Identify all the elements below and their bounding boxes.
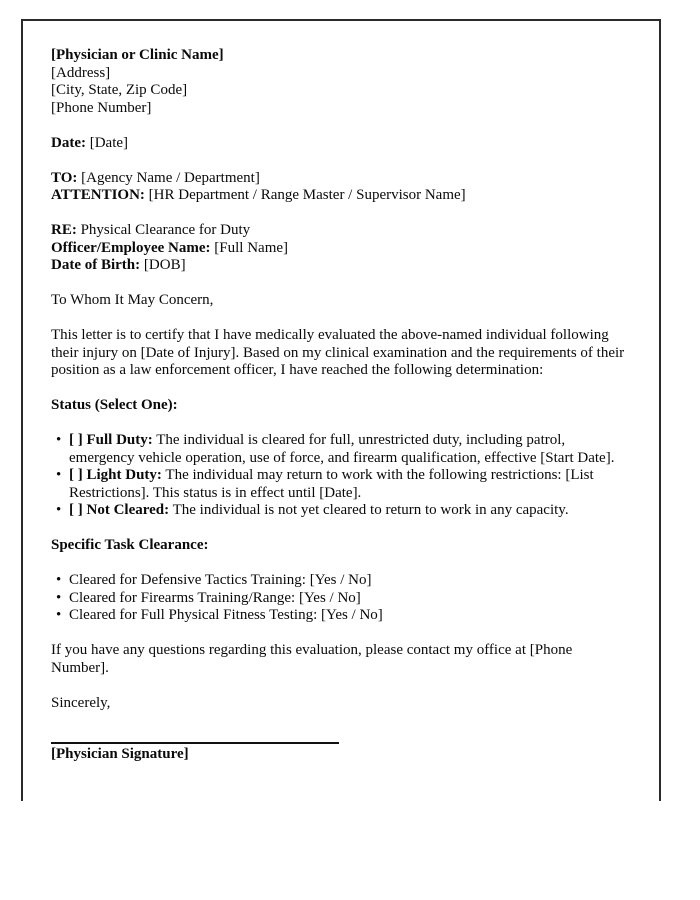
to-label: TO: — [51, 169, 78, 186]
status-option-label: [ ] Not Cleared: — [69, 502, 170, 518]
letterhead-city-state-zip: [City, State, Zip Code] — [51, 82, 188, 98]
clinic-name: [Physician or Clinic Name] — [51, 47, 224, 63]
status-options-list — [51, 432, 632, 520]
task-item-firearms-range: • Cleared for Firearms Training/Range: [Yes / No] — [51, 590, 632, 608]
attention-line — [51, 187, 632, 205]
status-option-label: [ ] Light Duty: — [69, 467, 162, 483]
task-item-fitness-testing: • Cleared for Full Physical Fitness Testing: [Yes / No] — [51, 607, 632, 625]
status-option-not-cleared — [51, 502, 632, 520]
re-value: Physical Clearance for Duty — [80, 222, 251, 238]
status-option-full-duty — [51, 432, 632, 467]
date-value: [Date] — [89, 134, 129, 151]
sign-off: Sincerely, — [51, 694, 111, 711]
letterhead-phone: [Phone Number] — [51, 99, 152, 116]
officer-name-label: Officer/Employee Name: — [51, 239, 211, 256]
task-clearance-heading: Specific Task Clearance: — [51, 537, 209, 553]
status-option-text: The individual may return to work with the following restrictions: [List Restrictions]. This status is in effect until [Date]. — [69, 467, 594, 501]
attention-label: ATTENTION: — [51, 187, 145, 203]
attention-value: [HR Department / Range Master / Supervisor Name] — [148, 187, 466, 203]
subject-block — [51, 222, 632, 275]
salutation: To Whom It May Concern, — [51, 292, 214, 308]
status-heading: Status (Select One): — [51, 397, 178, 413]
date-line — [51, 135, 632, 153]
letter-page — [21, 19, 661, 801]
letterhead — [51, 47, 632, 117]
date-label: Date: — [51, 134, 86, 151]
signature-label: [Physician Signature] — [51, 746, 189, 762]
officer-name-line — [51, 240, 632, 258]
to-line — [51, 170, 632, 188]
status-option-label: [ ] Full Duty: — [69, 432, 153, 448]
recipient-block — [51, 170, 632, 205]
status-option-text: The individual is cleared for full, unrestricted duty, including patrol, emergency vehicle operation, use of force, and firearm qualification, effective [Start Date]. — [69, 432, 615, 466]
officer-name-value: [Full Name] — [214, 239, 289, 256]
re-label: RE: — [51, 222, 77, 238]
dob-label: Date of Birth: — [51, 257, 141, 273]
task-clearance-list — [51, 572, 632, 625]
signature-block — [51, 742, 632, 764]
status-option-text: The individual is not yet cleared to return to work in any capacity. — [172, 502, 569, 518]
letterhead-address: [Address] — [51, 64, 111, 81]
status-option-light-duty — [51, 467, 632, 502]
signature-line — [51, 742, 339, 744]
to-value: [Agency Name / Department] — [81, 169, 260, 186]
body-intro-paragraph: This letter is to certify that I have medically evaluated the above-named individual following their injury on [Date of Injury]. Based on my clinical examination and the requirements of their position as a law enforcement officer, I have reached the following determination: — [51, 327, 625, 378]
closing-paragraph: If you have any questions regarding this evaluation, please contact my office at [Phone Number]. — [51, 642, 573, 676]
task-item-defensive-tactics: • Cleared for Defensive Tactics Training: [Yes / No] — [51, 572, 632, 590]
re-line — [51, 222, 632, 240]
dob-value: [DOB] — [143, 257, 186, 273]
dob-line — [51, 257, 632, 275]
